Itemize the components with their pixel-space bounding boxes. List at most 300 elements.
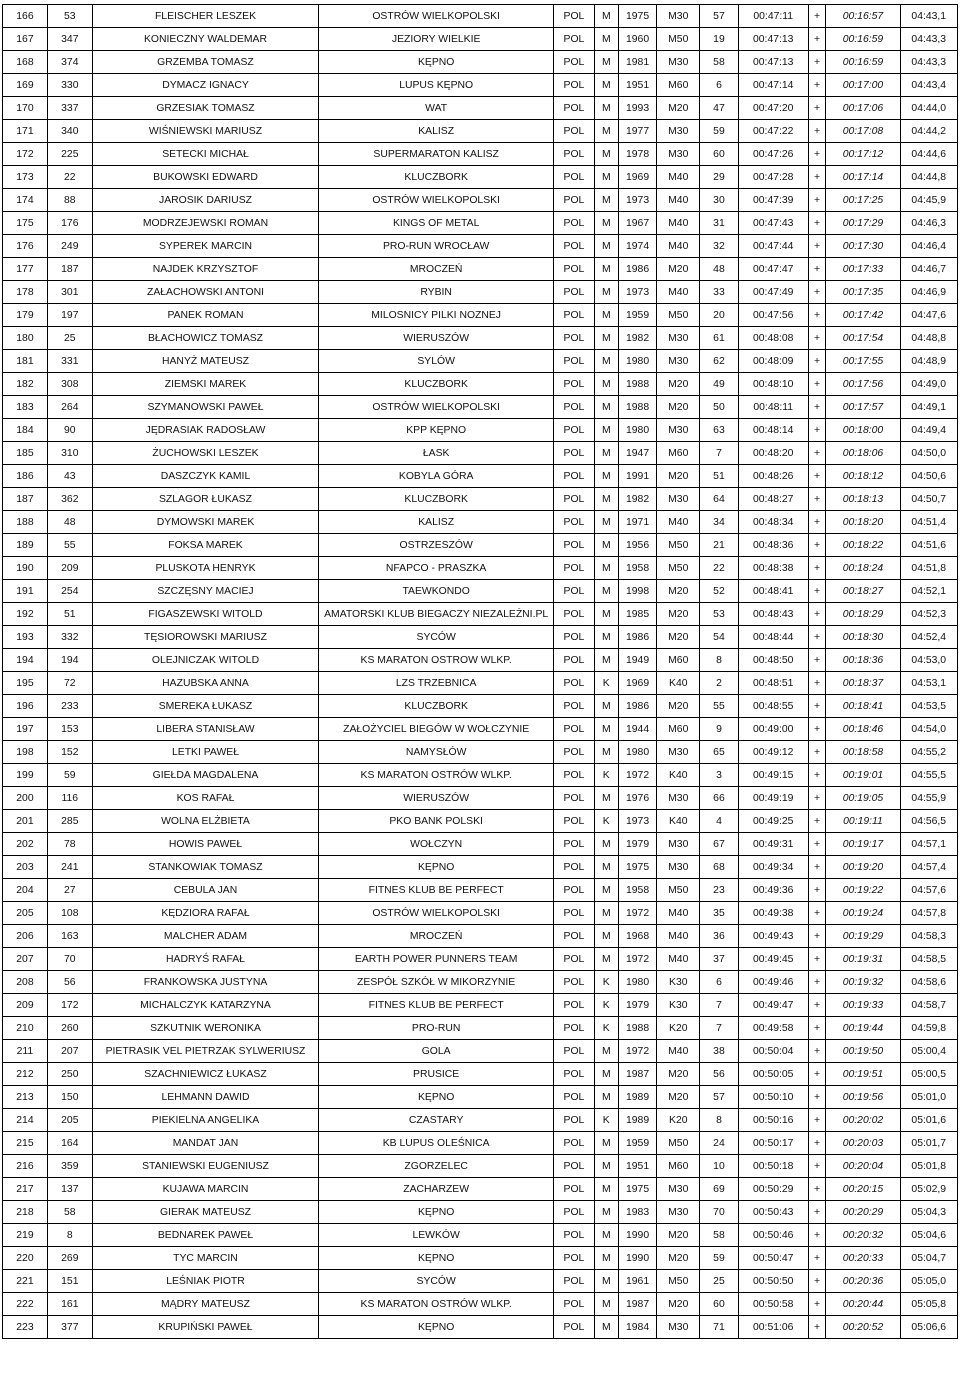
table-row <box>3 787 958 810</box>
nationality-cell: POL <box>554 511 595 534</box>
table-row <box>3 28 958 51</box>
time-gap-cell: 00:16:59 <box>826 28 900 51</box>
pace-cell: 04:50,7 <box>900 488 957 511</box>
category-place-cell: 7 <box>700 1017 739 1040</box>
time-cell: 00:49:36 <box>738 879 808 902</box>
pace-cell: 04:54,0 <box>900 718 957 741</box>
time-cell: 00:50:50 <box>738 1270 808 1293</box>
bib-cell: 241 <box>47 856 92 879</box>
birth-year-cell: 1972 <box>618 764 657 787</box>
birth-year-cell: 1983 <box>618 1201 657 1224</box>
bib-cell: 70 <box>47 948 92 971</box>
table-row <box>3 1178 958 1201</box>
nationality-cell: POL <box>554 626 595 649</box>
sex-cell: M <box>594 488 618 511</box>
category-place-cell: 7 <box>700 994 739 1017</box>
time-gap-cell: 00:19:24 <box>826 902 900 925</box>
nationality-cell: POL <box>554 1178 595 1201</box>
birth-year-cell: 1961 <box>618 1270 657 1293</box>
bib-cell: 88 <box>47 189 92 212</box>
nationality-cell: POL <box>554 741 595 764</box>
time-cell: 00:50:16 <box>738 1109 808 1132</box>
sex-cell: M <box>594 442 618 465</box>
club-cell: ZAŁOŻYCIEL BIEGÓW W WOŁCZYNIE <box>319 718 554 741</box>
place-cell: 204 <box>3 879 48 902</box>
place-cell: 212 <box>3 1063 48 1086</box>
place-cell: 198 <box>3 741 48 764</box>
time-cell: 00:49:00 <box>738 718 808 741</box>
pace-cell: 04:57,8 <box>900 902 957 925</box>
category-place-cell: 69 <box>700 1178 739 1201</box>
club-cell: KĘPNO <box>319 1247 554 1270</box>
nationality-cell: POL <box>554 465 595 488</box>
time-gap-cell: 00:18:30 <box>826 626 900 649</box>
birth-year-cell: 1967 <box>618 212 657 235</box>
sex-cell: M <box>594 166 618 189</box>
sex-cell: M <box>594 718 618 741</box>
category-place-cell: 65 <box>700 741 739 764</box>
pace-cell: 04:43,4 <box>900 74 957 97</box>
pace-cell: 04:51,6 <box>900 534 957 557</box>
name-cell: SZLAGOR ŁUKASZ <box>92 488 318 511</box>
place-cell: 203 <box>3 856 48 879</box>
bib-cell: 51 <box>47 603 92 626</box>
nationality-cell: POL <box>554 856 595 879</box>
sex-cell: M <box>594 1086 618 1109</box>
time-cell: 00:47:39 <box>738 189 808 212</box>
plus-sign-cell: + <box>808 373 826 396</box>
category-cell: K30 <box>657 971 700 994</box>
club-cell: KALISZ <box>319 120 554 143</box>
nationality-cell: POL <box>554 235 595 258</box>
pace-cell: 05:04,3 <box>900 1201 957 1224</box>
category-place-cell: 68 <box>700 856 739 879</box>
pace-cell: 04:52,3 <box>900 603 957 626</box>
table-row <box>3 488 958 511</box>
sex-cell: M <box>594 143 618 166</box>
sex-cell: M <box>594 948 618 971</box>
birth-year-cell: 1985 <box>618 603 657 626</box>
pace-cell: 04:53,5 <box>900 695 957 718</box>
plus-sign-cell: + <box>808 350 826 373</box>
time-gap-cell: 00:20:36 <box>826 1270 900 1293</box>
table-row <box>3 511 958 534</box>
time-gap-cell: 00:19:22 <box>826 879 900 902</box>
sex-cell: K <box>594 810 618 833</box>
time-cell: 00:48:41 <box>738 580 808 603</box>
time-cell: 00:47:47 <box>738 258 808 281</box>
category-cell: K40 <box>657 810 700 833</box>
time-gap-cell: 00:17:12 <box>826 143 900 166</box>
name-cell: FOKSA MAREK <box>92 534 318 557</box>
plus-sign-cell: + <box>808 97 826 120</box>
time-gap-cell: 00:18:13 <box>826 488 900 511</box>
place-cell: 201 <box>3 810 48 833</box>
plus-sign-cell: + <box>808 166 826 189</box>
plus-sign-cell: + <box>808 764 826 787</box>
pace-cell: 04:57,4 <box>900 856 957 879</box>
place-cell: 207 <box>3 948 48 971</box>
birth-year-cell: 1951 <box>618 74 657 97</box>
plus-sign-cell: + <box>808 902 826 925</box>
nationality-cell: POL <box>554 695 595 718</box>
category-place-cell: 10 <box>700 1155 739 1178</box>
sex-cell: M <box>594 97 618 120</box>
time-gap-cell: 00:17:30 <box>826 235 900 258</box>
table-row <box>3 1132 958 1155</box>
birth-year-cell: 1986 <box>618 626 657 649</box>
sex-cell: K <box>594 994 618 1017</box>
time-cell: 00:50:29 <box>738 1178 808 1201</box>
sex-cell: M <box>594 649 618 672</box>
time-cell: 00:47:13 <box>738 51 808 74</box>
category-place-cell: 62 <box>700 350 739 373</box>
time-cell: 00:48:43 <box>738 603 808 626</box>
birth-year-cell: 1980 <box>618 350 657 373</box>
time-cell: 00:50:58 <box>738 1293 808 1316</box>
table-row <box>3 626 958 649</box>
plus-sign-cell: + <box>808 212 826 235</box>
bib-cell: 359 <box>47 1155 92 1178</box>
place-cell: 192 <box>3 603 48 626</box>
nationality-cell: POL <box>554 28 595 51</box>
club-cell: WAT <box>319 97 554 120</box>
birth-year-cell: 1991 <box>618 465 657 488</box>
bib-cell: 362 <box>47 488 92 511</box>
sex-cell: M <box>594 373 618 396</box>
place-cell: 194 <box>3 649 48 672</box>
time-cell: 00:49:38 <box>738 902 808 925</box>
sex-cell: M <box>594 350 618 373</box>
bib-cell: 249 <box>47 235 92 258</box>
club-cell: KALISZ <box>319 511 554 534</box>
plus-sign-cell: + <box>808 1109 826 1132</box>
birth-year-cell: 1958 <box>618 557 657 580</box>
category-cell: M30 <box>657 120 700 143</box>
bib-cell: 330 <box>47 74 92 97</box>
pace-cell: 04:46,4 <box>900 235 957 258</box>
name-cell: GRZESIAK TOMASZ <box>92 97 318 120</box>
category-cell: M20 <box>657 580 700 603</box>
sex-cell: M <box>594 1178 618 1201</box>
name-cell: BEDNAREK PAWEŁ <box>92 1224 318 1247</box>
club-cell: CZASTARY <box>319 1109 554 1132</box>
table-row <box>3 1063 958 1086</box>
pace-cell: 04:46,9 <box>900 281 957 304</box>
nationality-cell: POL <box>554 120 595 143</box>
category-cell: M60 <box>657 442 700 465</box>
plus-sign-cell: + <box>808 948 826 971</box>
club-cell: OSTRÓW WIELKOPOLSKI <box>319 902 554 925</box>
sex-cell: K <box>594 971 618 994</box>
name-cell: GRZEMBA TOMASZ <box>92 51 318 74</box>
pace-cell: 04:43,1 <box>900 5 957 28</box>
name-cell: ZIEMSKI MAREK <box>92 373 318 396</box>
time-gap-cell: 00:17:57 <box>826 396 900 419</box>
bib-cell: 27 <box>47 879 92 902</box>
category-cell: M60 <box>657 74 700 97</box>
category-cell: M20 <box>657 258 700 281</box>
time-gap-cell: 00:19:31 <box>826 948 900 971</box>
category-cell: M60 <box>657 1155 700 1178</box>
time-gap-cell: 00:18:00 <box>826 419 900 442</box>
plus-sign-cell: + <box>808 672 826 695</box>
time-cell: 00:48:38 <box>738 557 808 580</box>
plus-sign-cell: + <box>808 971 826 994</box>
bib-cell: 332 <box>47 626 92 649</box>
table-row <box>3 1109 958 1132</box>
pace-cell: 05:01,7 <box>900 1132 957 1155</box>
nationality-cell: POL <box>554 5 595 28</box>
time-gap-cell: 00:19:32 <box>826 971 900 994</box>
place-cell: 175 <box>3 212 48 235</box>
plus-sign-cell: + <box>808 741 826 764</box>
sex-cell: M <box>594 1155 618 1178</box>
name-cell: KUJAWA MARCIN <box>92 1178 318 1201</box>
club-cell: KĘPNO <box>319 856 554 879</box>
birth-year-cell: 1973 <box>618 281 657 304</box>
plus-sign-cell: + <box>808 580 826 603</box>
category-place-cell: 60 <box>700 1293 739 1316</box>
time-cell: 00:49:31 <box>738 833 808 856</box>
nationality-cell: POL <box>554 1040 595 1063</box>
category-place-cell: 21 <box>700 534 739 557</box>
pace-cell: 04:49,1 <box>900 396 957 419</box>
category-cell: M20 <box>657 695 700 718</box>
time-gap-cell: 00:18:24 <box>826 557 900 580</box>
sex-cell: K <box>594 672 618 695</box>
bib-cell: 153 <box>47 718 92 741</box>
pace-cell: 04:49,0 <box>900 373 957 396</box>
category-cell: M30 <box>657 327 700 350</box>
birth-year-cell: 1977 <box>618 120 657 143</box>
pace-cell: 04:52,4 <box>900 626 957 649</box>
table-row <box>3 764 958 787</box>
name-cell: SMEREKA ŁUKASZ <box>92 695 318 718</box>
birth-year-cell: 1973 <box>618 810 657 833</box>
place-cell: 211 <box>3 1040 48 1063</box>
plus-sign-cell: + <box>808 488 826 511</box>
plus-sign-cell: + <box>808 1132 826 1155</box>
plus-sign-cell: + <box>808 51 826 74</box>
table-row <box>3 695 958 718</box>
sex-cell: M <box>594 695 618 718</box>
place-cell: 217 <box>3 1178 48 1201</box>
birth-year-cell: 1951 <box>618 1155 657 1178</box>
club-cell: WIERUSZÓW <box>319 787 554 810</box>
bib-cell: 137 <box>47 1178 92 1201</box>
category-place-cell: 59 <box>700 1247 739 1270</box>
pace-cell: 05:06,6 <box>900 1316 957 1339</box>
pace-cell: 04:46,3 <box>900 212 957 235</box>
pace-cell: 04:58,7 <box>900 994 957 1017</box>
sex-cell: M <box>594 304 618 327</box>
name-cell: MĄDRY MATEUSZ <box>92 1293 318 1316</box>
name-cell: KRUPIŃSKI PAWEŁ <box>92 1316 318 1339</box>
name-cell: JĘDRASIAK RADOSŁAW <box>92 419 318 442</box>
plus-sign-cell: + <box>808 534 826 557</box>
category-cell: M60 <box>657 718 700 741</box>
nationality-cell: POL <box>554 1109 595 1132</box>
time-cell: 00:48:20 <box>738 442 808 465</box>
time-cell: 00:48:26 <box>738 465 808 488</box>
birth-year-cell: 1988 <box>618 396 657 419</box>
table-row <box>3 833 958 856</box>
bib-cell: 151 <box>47 1270 92 1293</box>
time-gap-cell: 00:20:03 <box>826 1132 900 1155</box>
pace-cell: 05:01,6 <box>900 1109 957 1132</box>
time-cell: 00:47:26 <box>738 143 808 166</box>
time-gap-cell: 00:17:14 <box>826 166 900 189</box>
plus-sign-cell: + <box>808 5 826 28</box>
category-place-cell: 60 <box>700 143 739 166</box>
time-gap-cell: 00:19:50 <box>826 1040 900 1063</box>
birth-year-cell: 1982 <box>618 327 657 350</box>
table-row <box>3 281 958 304</box>
sex-cell: M <box>594 74 618 97</box>
sex-cell: M <box>594 212 618 235</box>
nationality-cell: POL <box>554 281 595 304</box>
sex-cell: M <box>594 1316 618 1339</box>
name-cell: JAROSIK DARIUSZ <box>92 189 318 212</box>
category-place-cell: 57 <box>700 1086 739 1109</box>
plus-sign-cell: + <box>808 879 826 902</box>
place-cell: 177 <box>3 258 48 281</box>
category-place-cell: 6 <box>700 971 739 994</box>
club-cell: RYBIN <box>319 281 554 304</box>
sex-cell: M <box>594 511 618 534</box>
category-place-cell: 70 <box>700 1201 739 1224</box>
category-cell: M40 <box>657 902 700 925</box>
category-cell: K30 <box>657 994 700 1017</box>
time-gap-cell: 00:17:35 <box>826 281 900 304</box>
name-cell: GIERAK MATEUSZ <box>92 1201 318 1224</box>
place-cell: 214 <box>3 1109 48 1132</box>
category-place-cell: 36 <box>700 925 739 948</box>
category-place-cell: 35 <box>700 902 739 925</box>
table-row <box>3 258 958 281</box>
pace-cell: 04:46,7 <box>900 258 957 281</box>
bib-cell: 374 <box>47 51 92 74</box>
sex-cell: M <box>594 51 618 74</box>
pace-cell: 05:05,0 <box>900 1270 957 1293</box>
category-cell: M20 <box>657 1247 700 1270</box>
category-place-cell: 34 <box>700 511 739 534</box>
time-gap-cell: 00:16:57 <box>826 5 900 28</box>
sex-cell: M <box>594 120 618 143</box>
nationality-cell: POL <box>554 304 595 327</box>
bib-cell: 209 <box>47 557 92 580</box>
table-row <box>3 718 958 741</box>
place-cell: 167 <box>3 28 48 51</box>
time-cell: 00:49:58 <box>738 1017 808 1040</box>
club-cell: LEWKÓW <box>319 1224 554 1247</box>
category-place-cell: 64 <box>700 488 739 511</box>
table-row <box>3 1293 958 1316</box>
club-cell: FITNES KLUB BE PERFECT <box>319 994 554 1017</box>
place-cell: 183 <box>3 396 48 419</box>
category-place-cell: 55 <box>700 695 739 718</box>
category-cell: M30 <box>657 5 700 28</box>
sex-cell: K <box>594 764 618 787</box>
place-cell: 205 <box>3 902 48 925</box>
category-cell: K40 <box>657 764 700 787</box>
plus-sign-cell: + <box>808 189 826 212</box>
place-cell: 215 <box>3 1132 48 1155</box>
time-gap-cell: 00:18:37 <box>826 672 900 695</box>
category-place-cell: 48 <box>700 258 739 281</box>
category-place-cell: 7 <box>700 442 739 465</box>
pace-cell: 04:57,6 <box>900 879 957 902</box>
birth-year-cell: 1988 <box>618 373 657 396</box>
name-cell: PIETRASIK VEL PIETRZAK SYLWERIUSZ <box>92 1040 318 1063</box>
club-cell: KLUCZBORK <box>319 373 554 396</box>
pace-cell: 04:53,0 <box>900 649 957 672</box>
name-cell: BŁACHOWICZ TOMASZ <box>92 327 318 350</box>
category-cell: M30 <box>657 833 700 856</box>
name-cell: LETKI PAWEŁ <box>92 741 318 764</box>
category-place-cell: 3 <box>700 764 739 787</box>
bib-cell: 207 <box>47 1040 92 1063</box>
time-gap-cell: 00:17:25 <box>826 189 900 212</box>
category-cell: M50 <box>657 557 700 580</box>
time-cell: 00:49:12 <box>738 741 808 764</box>
plus-sign-cell: + <box>808 419 826 442</box>
table-row <box>3 97 958 120</box>
category-cell: M50 <box>657 28 700 51</box>
category-cell: M20 <box>657 603 700 626</box>
bib-cell: 78 <box>47 833 92 856</box>
category-cell: M50 <box>657 534 700 557</box>
birth-year-cell: 1980 <box>618 419 657 442</box>
category-place-cell: 8 <box>700 649 739 672</box>
category-place-cell: 47 <box>700 97 739 120</box>
bib-cell: 8 <box>47 1224 92 1247</box>
place-cell: 222 <box>3 1293 48 1316</box>
birth-year-cell: 1956 <box>618 534 657 557</box>
bib-cell: 340 <box>47 120 92 143</box>
sex-cell: M <box>594 189 618 212</box>
nationality-cell: POL <box>554 1224 595 1247</box>
category-cell: M30 <box>657 488 700 511</box>
table-row <box>3 1224 958 1247</box>
time-gap-cell: 00:18:12 <box>826 465 900 488</box>
sex-cell: M <box>594 626 618 649</box>
category-place-cell: 51 <box>700 465 739 488</box>
bib-cell: 197 <box>47 304 92 327</box>
birth-year-cell: 1959 <box>618 1132 657 1155</box>
time-cell: 00:48:09 <box>738 350 808 373</box>
nationality-cell: POL <box>554 764 595 787</box>
sex-cell: M <box>594 5 618 28</box>
table-row <box>3 902 958 925</box>
birth-year-cell: 1974 <box>618 235 657 258</box>
nationality-cell: POL <box>554 603 595 626</box>
birth-year-cell: 1986 <box>618 695 657 718</box>
place-cell: 213 <box>3 1086 48 1109</box>
table-row <box>3 396 958 419</box>
table-row <box>3 143 958 166</box>
time-cell: 00:48:10 <box>738 373 808 396</box>
plus-sign-cell: + <box>808 1316 826 1339</box>
nationality-cell: POL <box>554 948 595 971</box>
time-gap-cell: 00:19:44 <box>826 1017 900 1040</box>
plus-sign-cell: + <box>808 442 826 465</box>
name-cell: DYMOWSKI MAREK <box>92 511 318 534</box>
club-cell: OSTRÓW WIELKOPOLSKI <box>319 5 554 28</box>
nationality-cell: POL <box>554 396 595 419</box>
category-cell: M20 <box>657 465 700 488</box>
